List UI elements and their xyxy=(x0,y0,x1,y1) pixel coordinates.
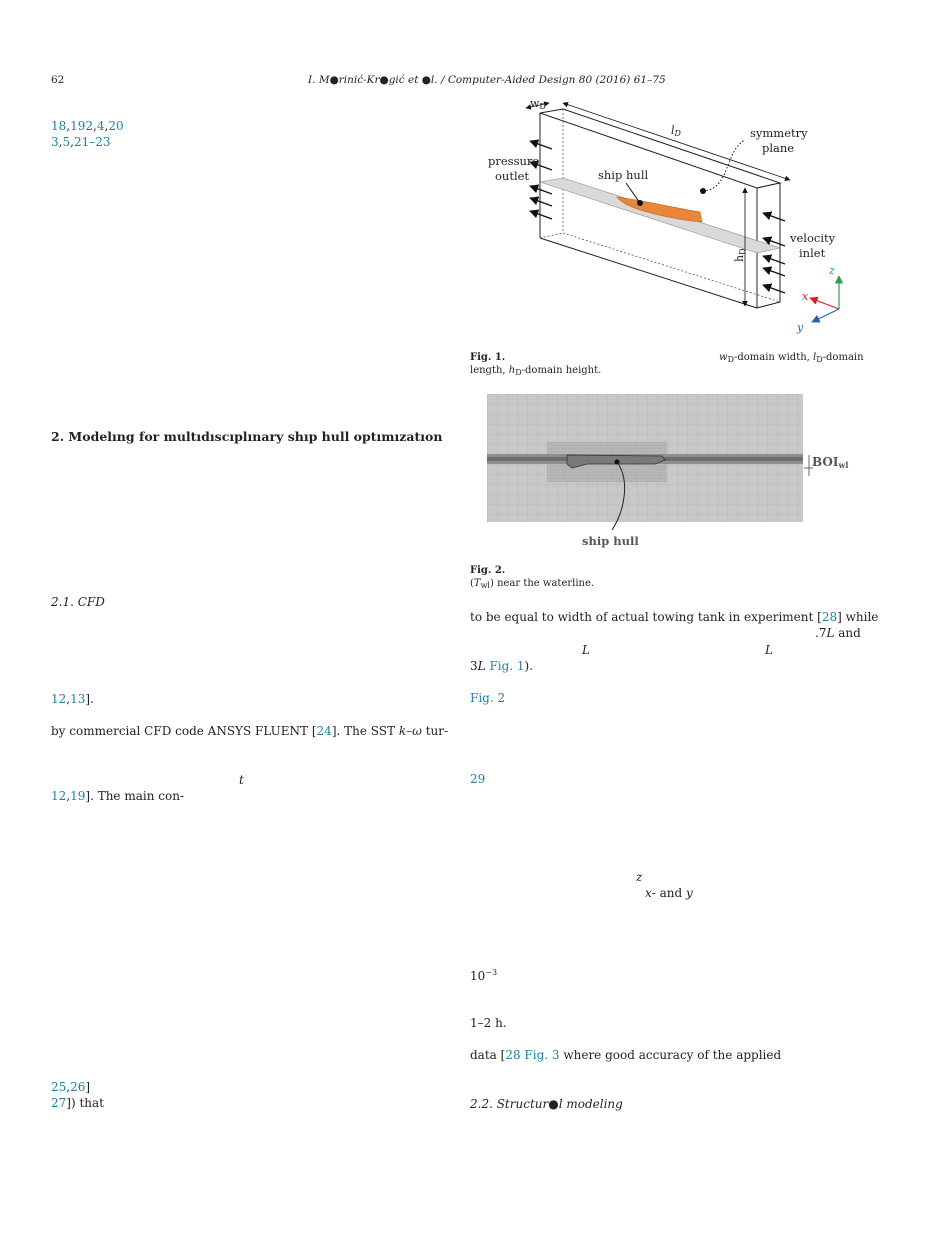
section-heading-2: 2. Modelıng for multıdıscıplınary shıp hull optımızatıon xyxy=(51,429,443,444)
label-inlet: inlet xyxy=(799,246,826,260)
label-boi: $BOI_{wl}$ xyxy=(812,455,849,470)
towing-tank-sentence: to be equal to width of actual towing tank in experiment [28] while xyxy=(470,610,879,624)
figure-2-annotations xyxy=(600,455,830,545)
citation-12-19: 12,19]. The main con- xyxy=(51,789,184,803)
ref-link[interactable]: 3 xyxy=(51,135,59,149)
ref-link-29[interactable]: 29 xyxy=(470,772,486,786)
figure-2-caption-line2: $(T_{wl})$ near the waterline. xyxy=(470,578,595,590)
math-var-L: L xyxy=(765,643,773,657)
axis-y-label: y xyxy=(797,321,804,334)
ref-link[interactable]: 5 xyxy=(62,135,71,149)
ref-link[interactable]: 26 xyxy=(70,1080,86,1094)
figure-1-caption-right: $w_D$-domain width, $l_D$-domain xyxy=(719,352,864,364)
ref-link[interactable]: 12 xyxy=(51,692,67,706)
subsection-heading-2-1: 2.1. CFD xyxy=(51,595,105,609)
subsection-heading-2-2: 2.2. Structur●l modeling xyxy=(470,1097,623,1111)
ref-link[interactable]: 28 xyxy=(821,610,838,624)
ref-link[interactable]: 28 xyxy=(505,1048,521,1062)
math-var-z: z xyxy=(636,870,643,884)
fig1-link[interactable]: Fig. 1 xyxy=(489,659,525,673)
citation-25-26: 25,26] xyxy=(51,1080,91,1094)
ref-link[interactable]: 19 xyxy=(70,789,86,803)
label-hd: $h_D$ xyxy=(733,248,747,262)
citation-list-2: 3,5,21–23 xyxy=(51,135,111,149)
text-fragment: ]. xyxy=(85,692,94,706)
symmetry-leader xyxy=(703,140,745,191)
ref-link[interactable]: 13 xyxy=(70,692,86,706)
axis-y-arrow xyxy=(812,309,839,322)
text-fragment: ]. The main con- xyxy=(85,789,184,803)
fig3-link[interactable]: Fig. 3 xyxy=(524,1048,560,1062)
text-fragment: by commercial CFD code ANSYS FLUENT [ xyxy=(51,724,317,738)
math-var: k–ω xyxy=(398,724,422,738)
figure-1-domain-diagram xyxy=(470,92,870,342)
label-outlet: outlet xyxy=(495,169,530,183)
label-pressure: pressure xyxy=(488,154,540,168)
length-fragment: .7L and xyxy=(815,626,861,640)
figure-1-label: Fig. 1. xyxy=(470,352,506,363)
fig2-hull-leader xyxy=(612,462,625,530)
citation-list-1: 18,192,4,20 xyxy=(51,119,124,133)
axis-z-label: z xyxy=(829,264,835,277)
ref-link[interactable]: 192 xyxy=(70,119,94,133)
fluent-sentence xyxy=(51,723,448,739)
ref-link[interactable]: 21–23 xyxy=(73,135,111,149)
label-ld: $l_D$ xyxy=(671,124,681,138)
ref-link[interactable]: 24 xyxy=(316,724,332,738)
text-fragment: tur- xyxy=(421,724,449,738)
label-ship-hull-fig2: ship hull xyxy=(582,534,639,548)
citation-27 xyxy=(51,1095,104,1111)
text-fragment: ]) that xyxy=(66,1096,104,1110)
runtime-text: 1–2 h. xyxy=(470,1016,507,1030)
label-wd: $w_D$ xyxy=(530,97,546,111)
citation-12-13: 12,13]. xyxy=(51,692,94,706)
ref-link[interactable]: 4 xyxy=(96,119,105,133)
tolerance-value: $10^{-3}$ xyxy=(470,968,498,983)
fig1-reference: 3L Fig. 1). xyxy=(470,659,534,673)
math-var-t: t xyxy=(239,773,244,787)
label-plane: plane xyxy=(762,141,795,155)
ref-link[interactable]: 20 xyxy=(108,119,124,133)
fig2-link[interactable]: Fig. 2 xyxy=(470,691,506,705)
running-title: I. M●rinić-Kr●gić et ●l. / Computer-Aided Design 80 (2016) 61–75 xyxy=(308,74,666,86)
ref-link[interactable]: 27 xyxy=(51,1096,67,1110)
label-velocity: velocity xyxy=(790,231,836,245)
label-ship-hull-fig1: ship hull xyxy=(598,168,649,182)
axis-x-label: x xyxy=(802,290,809,303)
figure-2-label: Fig. 2. xyxy=(470,565,506,576)
math-var-L: L xyxy=(582,643,590,657)
ref-link[interactable]: 25 xyxy=(51,1080,67,1094)
text-fragment: ]. The SST xyxy=(331,724,399,738)
text-fragment: ] xyxy=(85,1080,91,1094)
xy-fragment: x- and y xyxy=(645,886,693,900)
ref-link[interactable]: 12 xyxy=(51,789,67,803)
validation-sentence: data [28 Fig. 3 where good accuracy of the applied xyxy=(470,1048,782,1062)
figure-1-caption-line2: length, $h_D$-domain height. xyxy=(470,365,602,377)
ref-link[interactable]: 18 xyxy=(51,119,67,133)
axis-x-arrow xyxy=(810,298,839,309)
label-symmetry: symmetry xyxy=(750,126,808,140)
page-number: 62 xyxy=(51,74,65,86)
